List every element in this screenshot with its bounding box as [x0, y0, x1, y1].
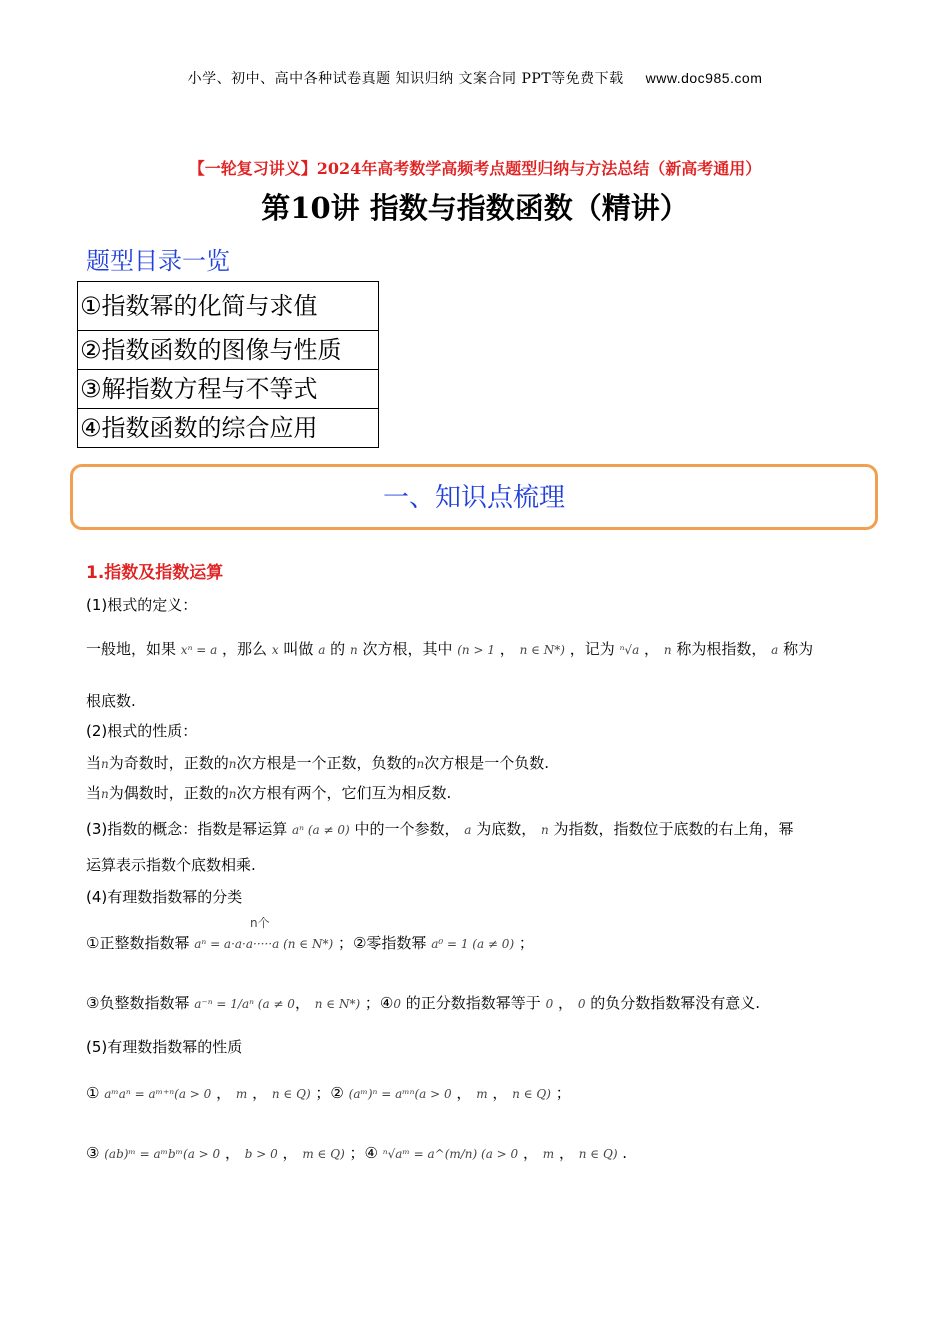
toc-heading: 题型目录一览 [86, 247, 230, 275]
p1-line-2: 根底数. [86, 692, 136, 710]
toc-item-1: ①指数幂的化简与求值 [78, 282, 379, 331]
p1-heading: (1)根式的定义： [86, 596, 198, 614]
p2-line-2: 当n为偶数时，正数的n次方根有两个，它们互为相反数. [86, 784, 452, 802]
p3-line-2: 运算表示指数个底数相乘. [86, 856, 256, 874]
p5-heading: (5)有理数指数幂的性质 [86, 1038, 243, 1056]
math-neg-int: a⁻ⁿ = 1/aⁿ (a ≠ 0 [194, 997, 295, 1011]
p4-heading: (4)有理数指数幂的分类 [86, 888, 243, 906]
section-heading: 1.指数及指数运算 [86, 563, 224, 583]
math-n-in-N: n ∈ N*) [519, 643, 565, 657]
math-zero-pow: a⁰ = 1 (a ≠ 0) [431, 937, 515, 951]
math-n: n [349, 643, 358, 657]
math-n-2: n [663, 643, 672, 657]
p3-line-1: (3)指数的概念：指数是幂运算 aⁿ (a ≠ 0) 中的一个参数， a 为底数， n 为指数，指数位于底数的右上角，幂 [86, 820, 794, 838]
math-a-2: a [771, 643, 779, 657]
math-a: a [318, 643, 326, 657]
toc-table [77, 281, 379, 448]
page-header [0, 68, 950, 88]
p2-line-1: 当n为奇数时，正数的n次方根是一个正数，负数的n次方根是一个负数. [86, 754, 550, 772]
p1-line: 一般地，如果 xⁿ = a ，那么 x 叫做 a 的 n 次方根，其中 (n > 1 ， n ∈ N*) ，记为 ⁿ√a ， n 称为根指数， a 称为 [86, 640, 814, 658]
toc-item-3: ③解指数方程与不等式 [78, 370, 379, 409]
math-x: x [271, 643, 279, 657]
doc-subtitle: 【一轮复习讲义】2024年高考数学高频考点题型归纳与方法总结（新高考通用） [188, 159, 762, 178]
math-n-count-label: n个 [250, 916, 270, 930]
toc-item-2: ②指数函数的图像与性质 [78, 331, 379, 370]
p5-line-1: ① aᵐaⁿ = aᵐ⁺ⁿ(a > 0 ， m ， n ∈ Q) ；② (aᵐ)ⁿ = aᵐⁿ(a > 0 ， m ， n ∈ Q) ； [86, 1084, 571, 1102]
math-root: ⁿ√a [619, 643, 640, 657]
page-title: 第10讲 指数与指数函数（精讲） [261, 191, 689, 225]
p4-line-2: ③负整数指数幂 a⁻ⁿ = 1/aⁿ (a ≠ 0， n ∈ N*) ；④0 的正分数指数幂等于 0 ， 0 的负分数指数幂没有意义. [86, 994, 761, 1012]
header-site[interactable]: www.doc985.com [645, 70, 763, 86]
header-text: 小学、初中、高中各种试卷真题 知识归纳 文案合同 PPT等免费下载 [187, 71, 624, 87]
banner-label: 一、知识点梳理 [382, 483, 565, 513]
section-banner [70, 464, 878, 530]
p2-heading: (2)根式的性质： [86, 722, 198, 740]
math-x-n-eq-a: xⁿ = a [180, 643, 218, 657]
math-n-gt-1: (n > 1 [457, 643, 495, 657]
p4-line-1: ①正整数指数幂 aⁿ = a·a·a·····a (n ∈ N*) ；②零指数幂 a⁰ = 1 (a ≠ 0) ； [86, 934, 534, 952]
math-pos-int: aⁿ = a·a·a·····a (n ∈ N*) [194, 937, 334, 951]
p5-line-2: ③ (ab)ᵐ = aᵐbᵐ(a > 0 ， b > 0 ， m ∈ Q) ；④ ⁿ√aᵐ = a^(m/n) (a > 0 ， m ， n ∈ Q) . [86, 1144, 628, 1162]
toc-item-4: ④指数函数的综合应用 [78, 409, 379, 448]
